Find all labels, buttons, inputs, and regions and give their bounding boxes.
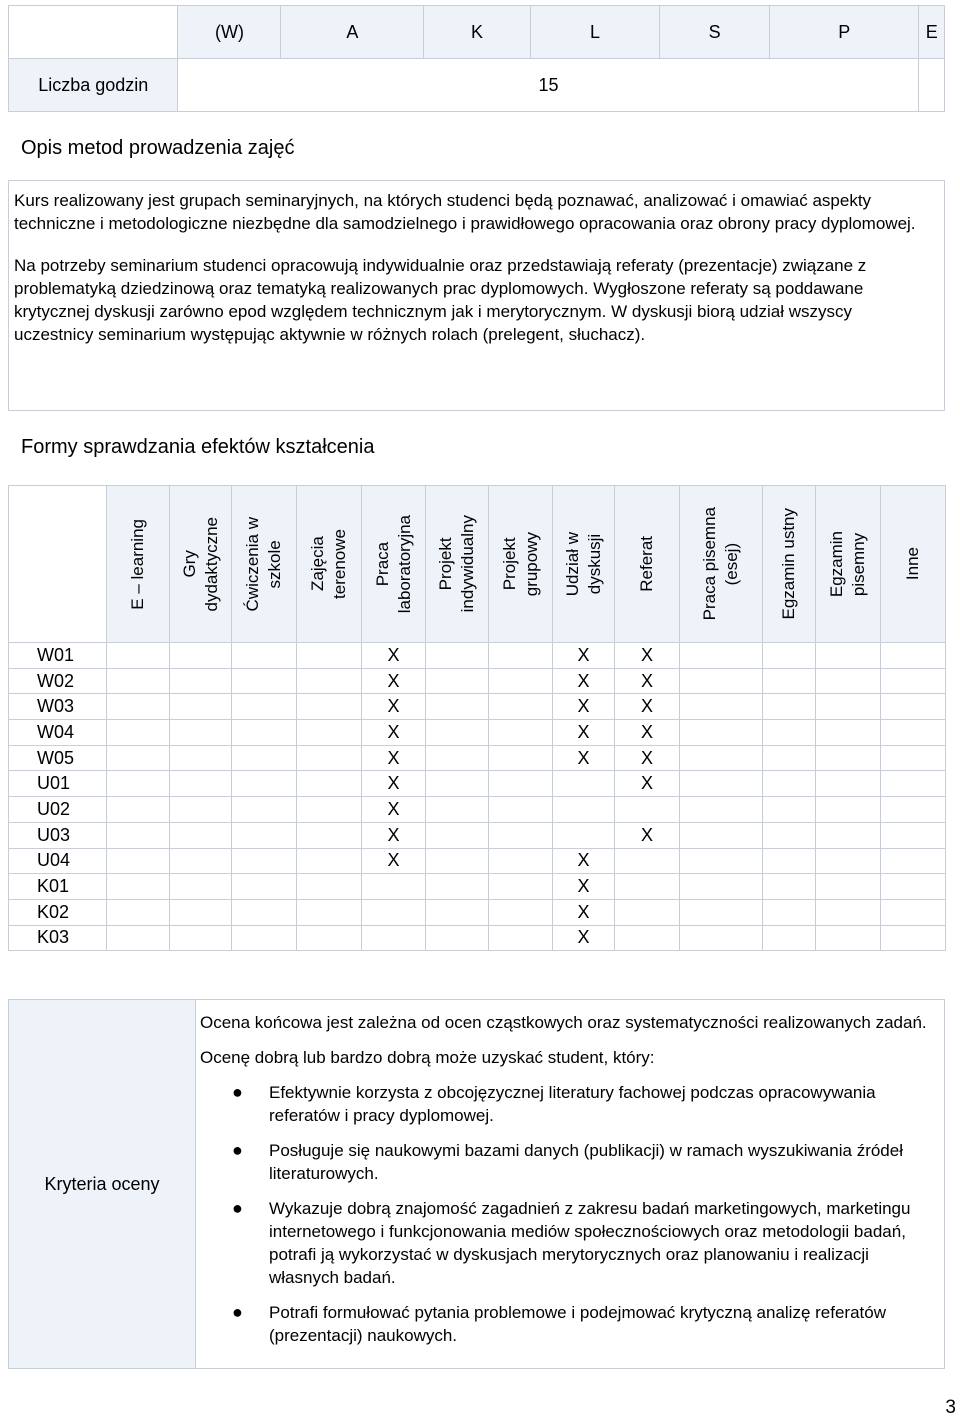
table-row — [9, 643, 946, 669]
forms-column-label: Egzamin pisemny — [827, 530, 868, 598]
assessment-mark-cell — [489, 694, 553, 720]
table-row — [9, 822, 946, 848]
criteria-content — [200, 1011, 934, 1359]
assessment-mark-cell — [107, 668, 170, 694]
assessment-mark-cell — [107, 925, 170, 951]
assessment-mark-cell — [680, 848, 763, 874]
assessment-mark-cell — [107, 720, 170, 746]
list-item — [200, 1197, 934, 1289]
learning-outcome-code: U01 — [9, 771, 107, 797]
assessment-mark-cell — [881, 668, 946, 694]
assessment-mark-cell — [763, 925, 816, 951]
learning-outcome-code: U02 — [9, 797, 107, 823]
methods-title: Opis metod prowadzenia zajęć — [21, 137, 295, 159]
assessment-mark-cell: X — [553, 668, 615, 694]
assessment-mark-cell — [763, 745, 816, 771]
forms-column-header — [816, 486, 881, 643]
hours-header-empty — [9, 6, 178, 59]
assessment-mark-cell — [615, 797, 680, 823]
table-row — [9, 771, 946, 797]
forms-column-header — [680, 486, 763, 643]
assessment-mark-cell — [362, 874, 426, 900]
assessment-mark-cell — [297, 925, 362, 951]
assessment-mark-cell — [816, 643, 881, 669]
forms-column-label: E – learning — [128, 518, 147, 610]
assessment-mark-cell — [426, 874, 489, 900]
forms-column-label: Udział w dyskusji — [562, 531, 604, 597]
assessment-mark-cell — [170, 745, 232, 771]
table-row — [9, 848, 946, 874]
assessment-mark-cell — [170, 848, 232, 874]
assessment-mark-cell — [489, 668, 553, 694]
assessment-mark-cell — [426, 668, 489, 694]
forms-column-header — [615, 486, 680, 643]
assessment-mark-cell — [816, 822, 881, 848]
assessment-mark-cell — [553, 797, 615, 823]
assessment-mark-cell — [170, 797, 232, 823]
assessment-mark-cell — [763, 694, 816, 720]
assessment-mark-cell — [489, 643, 553, 669]
assessment-mark-cell — [816, 745, 881, 771]
assessment-mark-cell — [881, 720, 946, 746]
assessment-mark-cell — [107, 694, 170, 720]
learning-outcome-code: W02 — [9, 668, 107, 694]
assessment-mark-cell — [297, 643, 362, 669]
assessment-mark-cell — [232, 848, 297, 874]
assessment-mark-cell: X — [553, 745, 615, 771]
assessment-mark-cell — [297, 874, 362, 900]
assessment-mark-cell — [107, 822, 170, 848]
learning-outcome-code: K02 — [9, 899, 107, 925]
forms-column-label: Referat — [637, 536, 656, 592]
table-row — [9, 874, 946, 900]
page-number: 3 — [945, 1397, 956, 1418]
assessment-mark-cell — [170, 925, 232, 951]
assessment-mark-cell — [763, 797, 816, 823]
assessment-mark-cell — [232, 925, 297, 951]
assessment-mark-cell — [232, 745, 297, 771]
assessment-mark-cell — [615, 874, 680, 900]
assessment-mark-cell — [489, 720, 553, 746]
assessment-mark-cell — [763, 668, 816, 694]
assessment-mark-cell — [426, 694, 489, 720]
table-row — [9, 694, 946, 720]
assessment-mark-cell: X — [553, 694, 615, 720]
assessment-mark-cell: X — [362, 745, 426, 771]
assessment-mark-cell — [297, 797, 362, 823]
forms-title: Formy sprawdzania efektów kształcenia — [21, 436, 375, 458]
assessment-mark-cell — [881, 643, 946, 669]
assessment-mark-cell — [763, 822, 816, 848]
assessment-mark-cell: X — [553, 899, 615, 925]
forms-column-label: Praca laboratoryjna — [372, 514, 414, 614]
forms-column-label: Projekt grupowy — [499, 531, 541, 597]
assessment-mark-cell: X — [615, 694, 680, 720]
assessment-mark-cell — [426, 745, 489, 771]
methods-description — [8, 180, 945, 411]
assessment-mark-cell: X — [362, 771, 426, 797]
assessment-mark-cell — [232, 668, 297, 694]
hours-header-p: P — [769, 6, 919, 59]
assessment-mark-cell — [297, 720, 362, 746]
assessment-mark-cell — [107, 874, 170, 900]
assessment-mark-cell — [297, 694, 362, 720]
assessment-mark-cell — [763, 848, 816, 874]
assessment-mark-cell — [170, 822, 232, 848]
forms-column-header — [426, 486, 489, 643]
assessment-mark-cell — [107, 643, 170, 669]
hours-extra-cell — [919, 59, 945, 112]
assessment-mark-cell — [297, 745, 362, 771]
assessment-mark-cell — [297, 899, 362, 925]
assessment-mark-cell — [489, 874, 553, 900]
assessment-mark-cell — [232, 899, 297, 925]
assessment-mark-cell — [489, 848, 553, 874]
assessment-mark-cell — [763, 899, 816, 925]
assessment-mark-cell — [680, 925, 763, 951]
assessment-mark-cell: X — [553, 925, 615, 951]
assessment-mark-cell: X — [362, 720, 426, 746]
assessment-mark-cell — [816, 771, 881, 797]
assessment-mark-cell — [816, 668, 881, 694]
hours-header-k: K — [424, 6, 530, 59]
assessment-mark-cell — [680, 797, 763, 823]
assessment-mark-cell — [680, 899, 763, 925]
assessment-mark-cell — [816, 874, 881, 900]
forms-column-label: Ćwiczenia w szkole — [243, 516, 284, 612]
learning-outcome-code: K01 — [9, 874, 107, 900]
assessment-mark-cell — [489, 797, 553, 823]
forms-column-header — [881, 486, 946, 643]
learning-outcome-code: U03 — [9, 822, 107, 848]
assessment-mark-cell — [881, 848, 946, 874]
assessment-mark-cell — [297, 822, 362, 848]
assessment-mark-cell — [881, 925, 946, 951]
bullet-icon: ● — [232, 1082, 243, 1102]
assessment-mark-cell — [232, 874, 297, 900]
assessment-mark-cell: X — [553, 643, 615, 669]
forms-column-header — [553, 486, 615, 643]
assessment-mark-cell — [170, 643, 232, 669]
hours-header-w: (W) — [178, 6, 281, 59]
table-row — [9, 797, 946, 823]
assessment-mark-cell — [297, 848, 362, 874]
learning-outcome-code: W05 — [9, 745, 107, 771]
assessment-mark-cell — [489, 925, 553, 951]
assessment-mark-cell — [170, 874, 232, 900]
assessment-mark-cell — [680, 874, 763, 900]
forms-column-label: Zajęcia terenowe — [308, 529, 349, 599]
assessment-mark-cell — [816, 720, 881, 746]
assessment-mark-cell — [170, 720, 232, 746]
assessment-mark-cell — [426, 848, 489, 874]
bullet-icon: ● — [232, 1198, 243, 1218]
forms-column-header — [170, 486, 232, 643]
assessment-mark-cell: X — [615, 745, 680, 771]
assessment-mark-cell: X — [615, 720, 680, 746]
assessment-mark-cell — [680, 668, 763, 694]
assessment-mark-cell — [680, 720, 763, 746]
forms-column-header — [489, 486, 553, 643]
table-row — [9, 668, 946, 694]
hours-header-s: S — [660, 6, 770, 59]
learning-outcome-code: W01 — [9, 643, 107, 669]
assessment-mark-cell — [881, 694, 946, 720]
forms-column-label: Inne — [903, 547, 922, 581]
table-row — [9, 899, 946, 925]
assessment-mark-cell — [232, 822, 297, 848]
assessment-mark-cell — [362, 925, 426, 951]
forms-column-header — [232, 486, 297, 643]
assessment-mark-cell — [763, 771, 816, 797]
assessment-mark-cell: X — [362, 848, 426, 874]
assessment-mark-cell: X — [362, 797, 426, 823]
hours-header-l: L — [530, 6, 660, 59]
assessment-mark-cell — [107, 745, 170, 771]
criteria-box — [8, 999, 945, 1369]
forms-header-corner — [9, 486, 107, 643]
assessment-mark-cell — [881, 771, 946, 797]
assessment-mark-cell: X — [553, 720, 615, 746]
assessment-mark-cell: X — [362, 668, 426, 694]
criteria-list — [200, 1081, 934, 1347]
criteria-item-text: Posługuje się naukowymi bazami danych (publikacji) w ramach wyszukiwania źródeł literaturowych. — [269, 1141, 903, 1183]
assessment-mark-cell: X — [553, 848, 615, 874]
forms-column-header — [297, 486, 362, 643]
assessment-mark-cell — [489, 771, 553, 797]
learning-outcome-code: W03 — [9, 694, 107, 720]
assessment-mark-cell — [107, 797, 170, 823]
assessment-mark-cell — [489, 745, 553, 771]
assessment-mark-cell — [881, 874, 946, 900]
assessment-mark-cell — [763, 874, 816, 900]
bullet-icon: ● — [232, 1140, 243, 1160]
list-item — [200, 1139, 934, 1185]
assessment-mark-cell — [426, 720, 489, 746]
forms-column-label: Projekt indywidualny — [436, 515, 477, 613]
assessment-forms-table — [8, 485, 946, 951]
assessment-mark-cell — [615, 899, 680, 925]
assessment-mark-cell — [232, 720, 297, 746]
learning-outcome-code: K03 — [9, 925, 107, 951]
assessment-mark-cell — [553, 771, 615, 797]
assessment-mark-cell — [426, 899, 489, 925]
forms-column-header — [362, 486, 426, 643]
list-item — [200, 1301, 934, 1347]
assessment-mark-cell — [816, 797, 881, 823]
assessment-mark-cell: X — [362, 643, 426, 669]
assessment-mark-cell — [680, 643, 763, 669]
assessment-mark-cell — [426, 771, 489, 797]
assessment-mark-cell — [816, 694, 881, 720]
assessment-mark-cell — [680, 745, 763, 771]
assessment-mark-cell — [816, 899, 881, 925]
assessment-mark-cell — [426, 643, 489, 669]
hours-row-label: Liczba godzin — [9, 59, 178, 112]
assessment-mark-cell — [362, 899, 426, 925]
assessment-mark-cell: X — [615, 822, 680, 848]
criteria-label: Kryteria oceny — [9, 1000, 196, 1368]
assessment-mark-cell — [297, 668, 362, 694]
hours-header-e: E — [919, 6, 945, 59]
assessment-mark-cell — [881, 745, 946, 771]
forms-column-header — [107, 486, 170, 643]
methods-paragraph: Na potrzeby seminarium studenci opracowują indywidualnie oraz przedstawiają referaty (prezentacje) związane z problematyką dziedzinową oraz tematyką realizowanych prac dyplomowych. Wygłoszone referaty są poddawane krytycznej dyskusji zarówno epod względem technicznym jak i merytorycznym. W dyskusji biorą udział wszyscy uczestnicy seminarium występując aktywnie w różnych rolach (prelegent, słuchacz). — [14, 256, 867, 344]
assessment-mark-cell: X — [553, 874, 615, 900]
learning-outcome-code: U04 — [9, 848, 107, 874]
assessment-mark-cell — [170, 694, 232, 720]
assessment-mark-cell — [232, 694, 297, 720]
assessment-mark-cell — [232, 643, 297, 669]
assessment-mark-cell — [881, 797, 946, 823]
assessment-mark-cell — [680, 822, 763, 848]
assessment-mark-cell — [881, 822, 946, 848]
criteria-item-text: Wykazuje dobrą znajomość zagadnień z zakresu badań marketingowych, marketingu internetowego i funkcjonowania mediów społecznościowych oraz metodologii badań, potrafi ją wykorzystać w dyskusjach merytorycznych oraz planowaniu i realizacji własnych badań. — [269, 1199, 911, 1287]
assessment-mark-cell — [816, 925, 881, 951]
assessment-mark-cell — [170, 771, 232, 797]
assessment-mark-cell — [170, 668, 232, 694]
assessment-mark-cell — [232, 797, 297, 823]
table-row — [9, 745, 946, 771]
assessment-mark-cell: X — [615, 668, 680, 694]
bullet-icon: ● — [232, 1302, 243, 1322]
criteria-item-text: Potrafi formułować pytania problemowe i podejmować krytyczną analizę referatów (prezentacji) naukowych. — [269, 1303, 887, 1345]
assessment-mark-cell — [107, 771, 170, 797]
hours-table — [8, 5, 945, 112]
assessment-mark-cell — [426, 822, 489, 848]
assessment-mark-cell — [232, 771, 297, 797]
forms-column-header — [763, 486, 816, 643]
hours-value: 15 — [178, 59, 919, 112]
criteria-lead: Ocenę dobrą lub bardzo dobrą może uzyskać student, który: — [200, 1048, 655, 1067]
assessment-mark-cell: X — [362, 694, 426, 720]
assessment-mark-cell — [763, 720, 816, 746]
table-row — [9, 925, 946, 951]
assessment-mark-cell — [615, 925, 680, 951]
assessment-mark-cell — [816, 848, 881, 874]
assessment-mark-cell — [426, 925, 489, 951]
assessment-mark-cell — [615, 848, 680, 874]
assessment-mark-cell — [170, 899, 232, 925]
assessment-mark-cell — [763, 643, 816, 669]
table-row — [9, 720, 946, 746]
criteria-intro: Ocena końcowa jest zależna od ocen cząstkowych oraz systematyczności realizowanych zadań. — [200, 1013, 927, 1032]
forms-column-label: Gry dydaktyczne — [179, 516, 221, 612]
hours-header-a: A — [281, 6, 424, 59]
assessment-mark-cell: X — [615, 771, 680, 797]
assessment-mark-cell — [107, 899, 170, 925]
assessment-mark-cell — [107, 848, 170, 874]
assessment-mark-cell — [553, 822, 615, 848]
list-item — [200, 1081, 934, 1127]
forms-column-label: Egzamin ustny — [779, 508, 798, 620]
criteria-item-text: Efektywnie korzysta z obcojęzycznej literatury fachowej podczas opracowywania referatów i pracy dyplomowej. — [269, 1083, 876, 1125]
assessment-mark-cell — [680, 771, 763, 797]
assessment-mark-cell — [881, 899, 946, 925]
assessment-mark-cell — [489, 822, 553, 848]
methods-paragraph: Kurs realizowany jest grupach seminaryjnych, na których studenci będą poznawać, analizować i omawiać aspekty techniczne i metodologiczne niezbędne dla samodzielnego i prawidłowego opracowania oraz obrony pracy dyplomowej. — [14, 191, 916, 233]
assessment-mark-cell — [489, 899, 553, 925]
assessment-mark-cell — [297, 771, 362, 797]
assessment-mark-cell: X — [362, 822, 426, 848]
forms-column-label: Praca pisemna (esej) — [700, 507, 741, 621]
learning-outcome-code: W04 — [9, 720, 107, 746]
assessment-mark-cell — [680, 694, 763, 720]
assessment-mark-cell — [426, 797, 489, 823]
assessment-mark-cell: X — [615, 643, 680, 669]
